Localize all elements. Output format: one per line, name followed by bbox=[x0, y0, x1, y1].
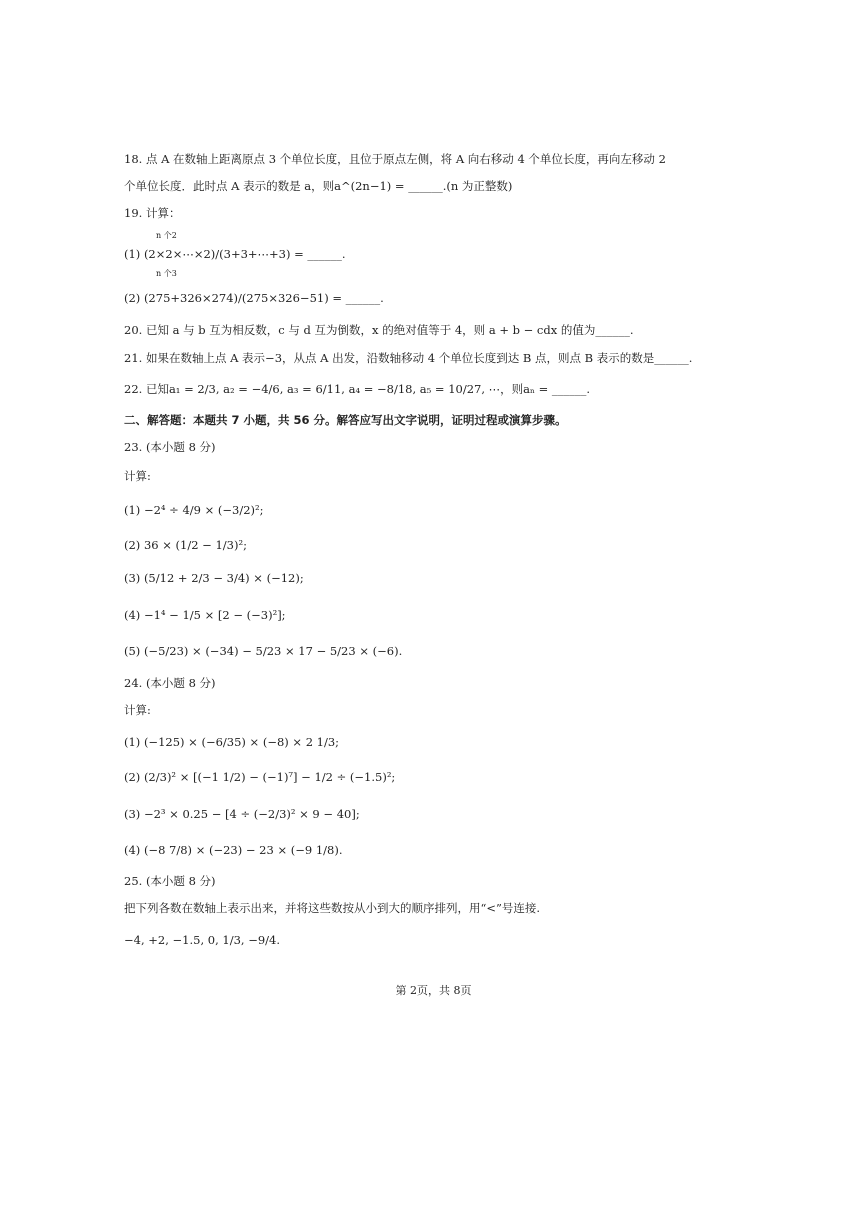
page-footer: 第 2页，共 8页 bbox=[395, 984, 472, 997]
question-23-part-5: (5) (−5/23) × (−34) − 5/23 × 17 − 5/23 × (−6). bbox=[124, 644, 403, 658]
question-19-part-2: (2) (275+326×274)/(275×326−51) = ______. bbox=[124, 291, 384, 305]
section-2-heading: 二、解答题：本题共 7 小题，共 56 分。解答应写出文字说明，证明过程或演算步骤。 bbox=[124, 413, 567, 427]
question-25-title: 25. (本小题 8 分) bbox=[124, 874, 216, 888]
question-24-part-1: (1) (−125) × (−6/35) × (−8) × 2 1/3; bbox=[124, 735, 340, 749]
question-22: 22. 已知a₁ = 2/3, a₂ = −4/6, a₃ = 6/11, a₄ = −8/18, a₅ = 10/27, ⋯，则aₙ = ______. bbox=[124, 382, 591, 396]
question-24-instruction: 计算: bbox=[124, 703, 151, 717]
question-24-part-3: (3) −2³ × 0.25 − [4 ÷ (−2/3)² × 9 − 40]; bbox=[124, 807, 360, 821]
question-25-text: 把下列各数在数轴上表示出来，并将这些数按从小到大的顺序排列，用“<”号连接. bbox=[124, 901, 541, 915]
question-23-part-2: (2) 36 × (1/2 − 1/3)²; bbox=[124, 538, 247, 552]
question-18-line-1: 18. 点 A 在数轴上距离原点 3 个单位长度，且位于原点左侧，将 A 向右移动 4 个单位长度，再向左移动 2 bbox=[124, 152, 666, 166]
question-19-annotation-top: n 个2 bbox=[156, 231, 177, 240]
question-18-line-2: 个单位长度．此时点 A 表示的数是 a，则a^(2n−1) = ______.(n 为正整数) bbox=[124, 179, 513, 193]
question-25-numbers: −4, +2, −1.5, 0, 1/3, −9/4. bbox=[124, 933, 281, 947]
question-24-title: 24. (本小题 8 分) bbox=[124, 676, 216, 690]
question-19-annotation-bottom: n 个3 bbox=[156, 269, 177, 278]
question-19-title: 19. 计算： bbox=[124, 206, 181, 220]
question-23-title: 23. (本小题 8 分) bbox=[124, 440, 216, 454]
question-23-instruction: 计算: bbox=[124, 469, 151, 483]
question-21: 21. 如果在数轴上点 A 表示−3，从点 A 出发，沿数轴移动 4 个单位长度到达 B 点，则点 B 表示的数是______. bbox=[124, 351, 693, 365]
question-23-part-1: (1) −2⁴ ÷ 4/9 × (−3/2)²; bbox=[124, 503, 264, 517]
question-23-part-3: (3) (5/12 + 2/3 − 3/4) × (−12); bbox=[124, 571, 304, 585]
question-24-part-4: (4) (−8 7/8) × (−23) − 23 × (−9 1/8). bbox=[124, 843, 343, 857]
question-20: 20. 已知 a 与 b 互为相反数，c 与 d 互为倒数，x 的绝对值等于 4，则 a + b − cdx 的值为______. bbox=[124, 323, 634, 337]
question-24-part-2: (2) (2/3)² × [(−1 1/2) − (−1)⁷] − 1/2 ÷ (−1.5)²; bbox=[124, 770, 396, 784]
question-19-part-1: (1) (2×2×⋯×2)/(3+3+⋯+3) = ______. bbox=[124, 247, 346, 261]
question-23-part-4: (4) −1⁴ − 1/5 × [2 − (−3)²]; bbox=[124, 608, 286, 622]
